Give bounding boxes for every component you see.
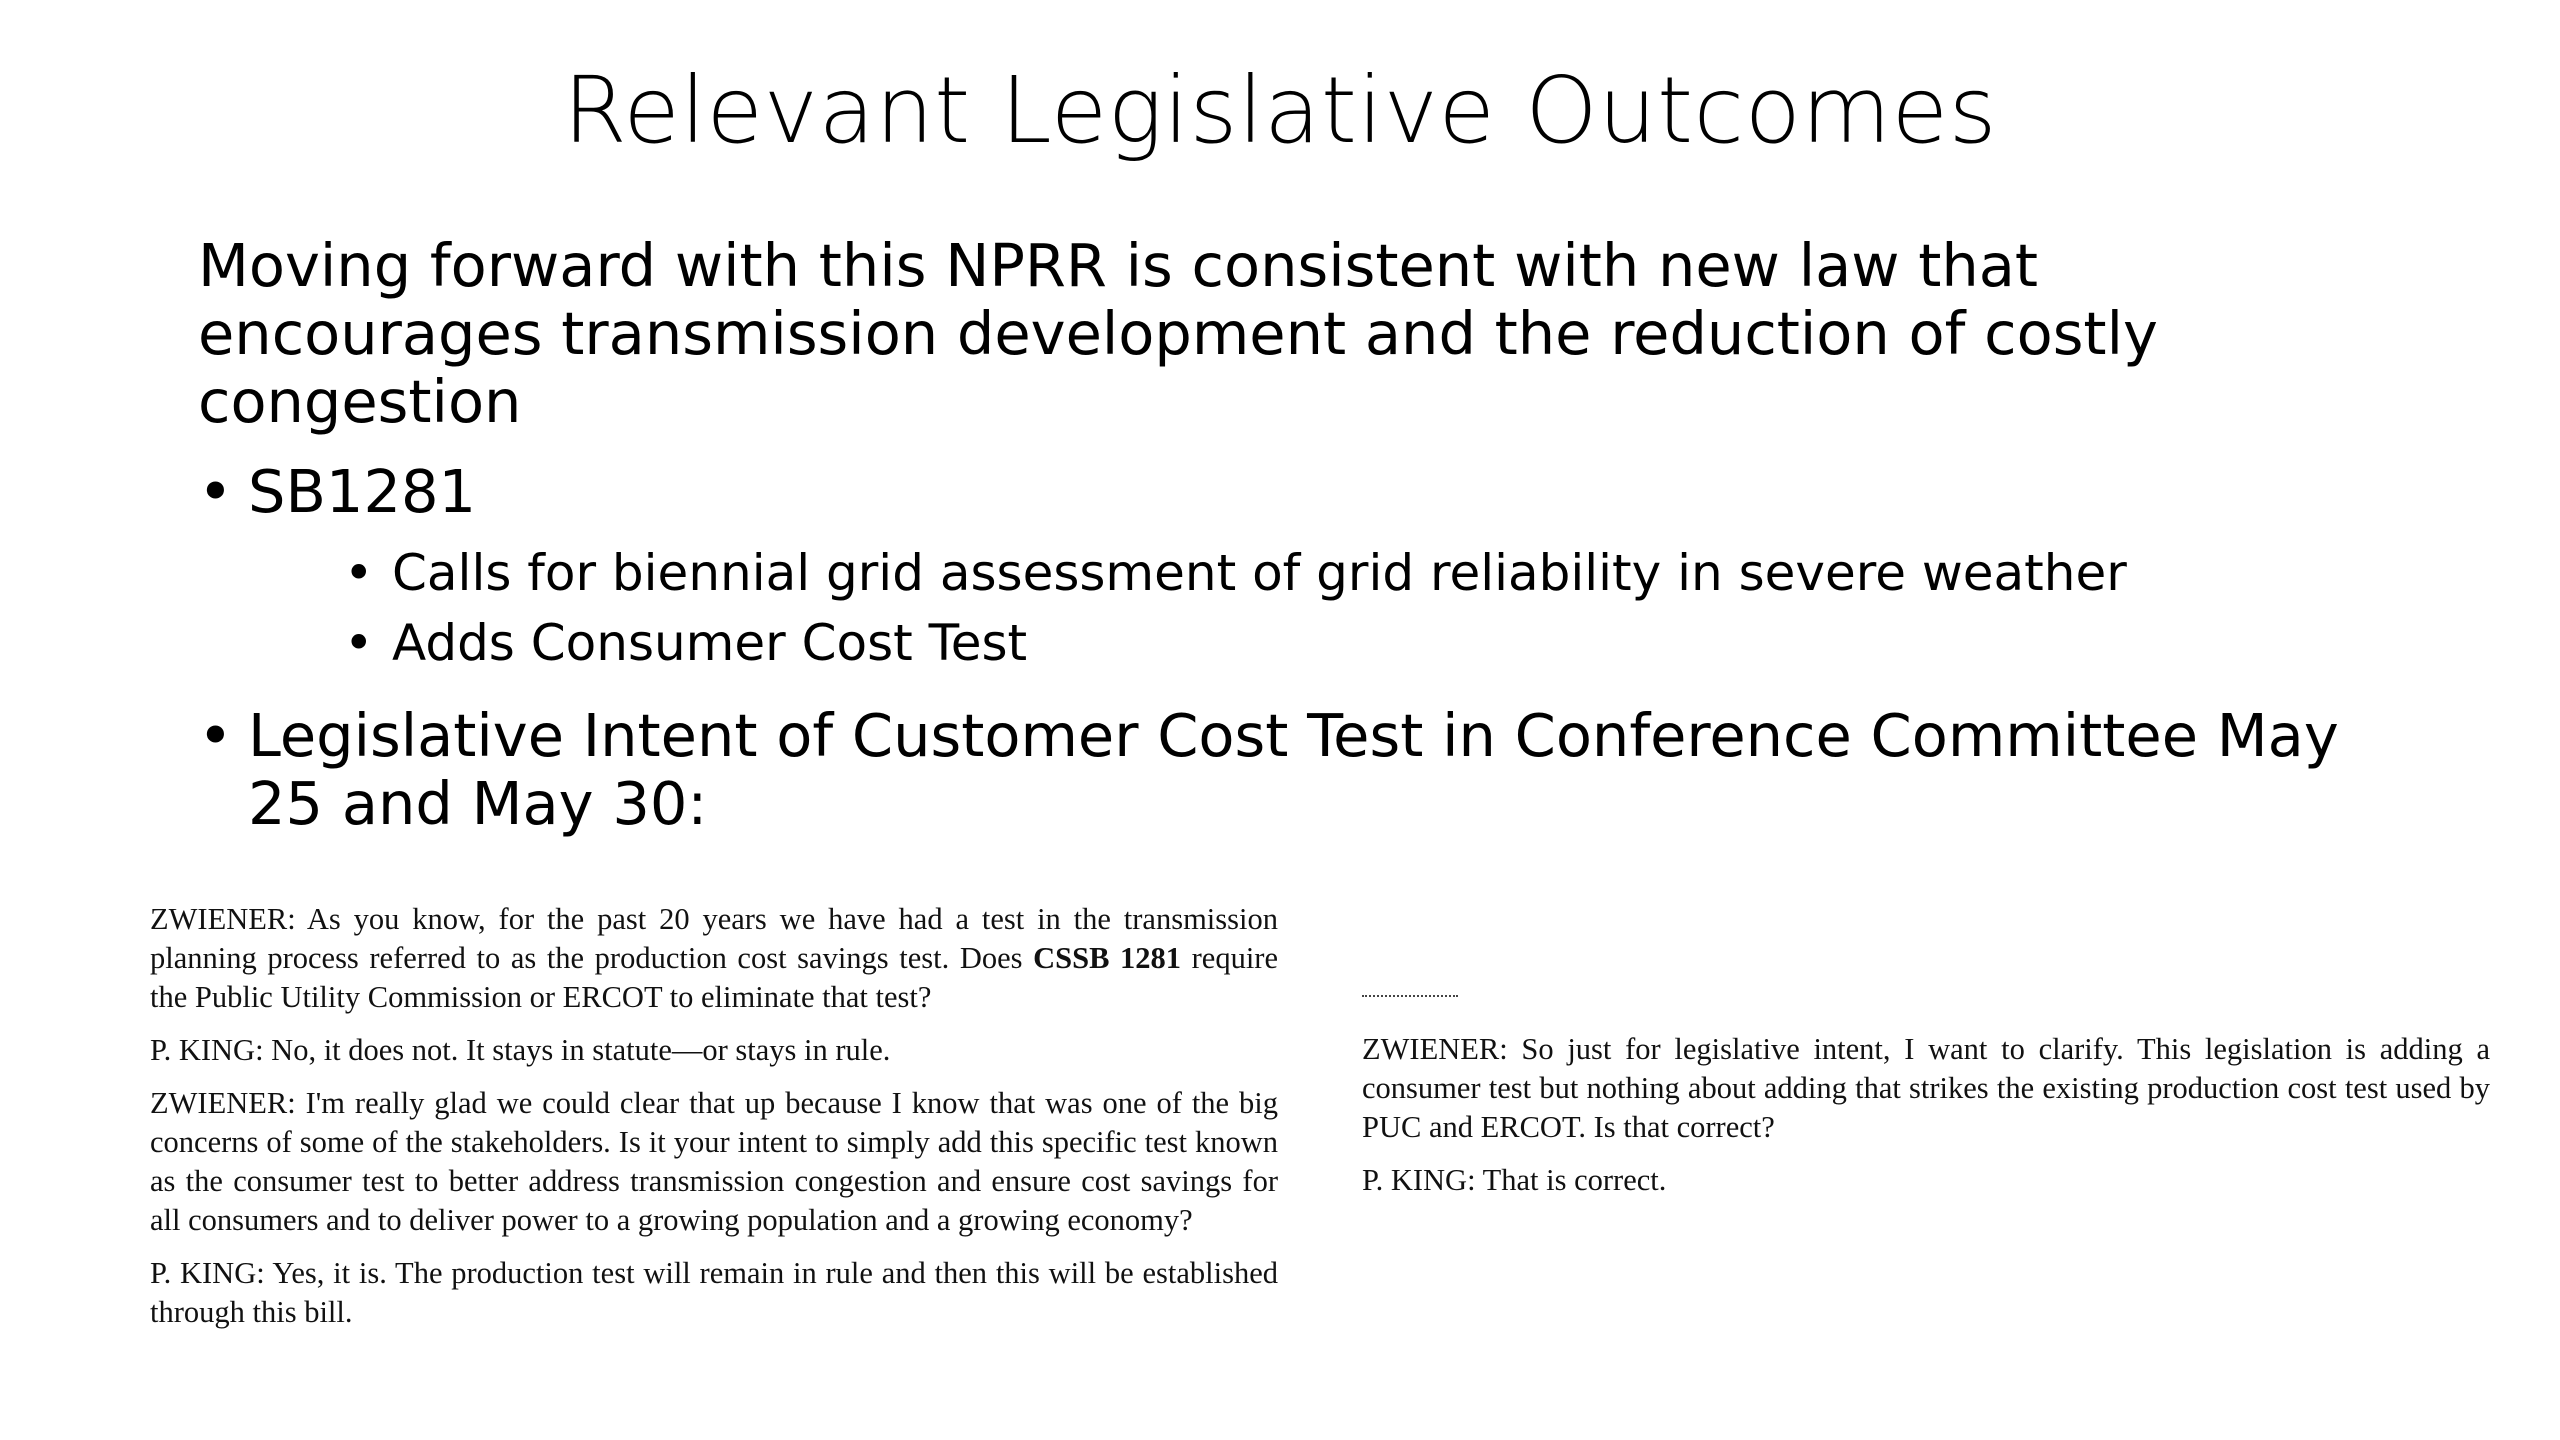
slide-body bbox=[198, 232, 2398, 838]
sub-bullet-item bbox=[344, 538, 2398, 608]
transcript-excerpt-right bbox=[1362, 1030, 2490, 1214]
transcript-paragraph: ZWIENER: I'm really glad we could clear that up because I know that was one of the big concerns of some of the stakeholders. Is it your intent to simply add this specific test known as the consumer test to better address transmission congestion and ensure cost savings for all consumers and to deliver power to a growing population and a growing economy? bbox=[150, 1086, 1278, 1237]
cropped-text-remnant bbox=[1362, 995, 1458, 1003]
transcript-paragraph: ZWIENER: So just for legislative intent, I want to clarify. This legislation is adding a consumer test but nothing about adding that strikes the existing production cost test used by PUC and ERCOT. Is that correct? bbox=[1362, 1032, 2490, 1144]
transcript-paragraph bbox=[150, 900, 1278, 1017]
bullet-text: SB1281 bbox=[248, 457, 477, 526]
bullet-item-sb1281 bbox=[198, 458, 2398, 678]
bullet-list bbox=[198, 458, 2398, 838]
sub-bullet-text: Calls for biennial grid assessment of grid reliability in severe weather bbox=[392, 544, 2127, 602]
sub-bullet-text: Adds Consumer Cost Test bbox=[392, 614, 1028, 672]
bullet-icon: • bbox=[198, 457, 233, 526]
transcript-text: require the Public Utility Commission or ERCOT to eliminate that test? bbox=[150, 941, 1278, 1014]
intro-paragraph: Moving forward with this NPRR is consistent with new law that encourages transmission development and the reduction of costly congestion bbox=[198, 231, 2158, 436]
transcript-excerpt-left bbox=[150, 900, 1278, 1346]
bullet-text: Legislative Intent of Customer Cost Test in Conference Committee May 25 and May 30: bbox=[248, 701, 2339, 838]
bullet-icon: • bbox=[344, 614, 374, 672]
bill-reference: CSSB 1281 bbox=[1033, 941, 1182, 975]
slide-title: Relevant Legislative Outcomes bbox=[562, 57, 1998, 164]
transcript-paragraph: P. KING: Yes, it is. The production test will remain in rule and then this will be established through this bill. bbox=[150, 1256, 1278, 1329]
bullet-icon: • bbox=[198, 701, 233, 770]
bullet-item-legislative-intent bbox=[198, 702, 2398, 838]
sub-bullet-item bbox=[344, 608, 2398, 678]
sub-bullet-list bbox=[248, 538, 2398, 678]
transcript-text: ZWIENER: As you know, for the past 20 years we have had a test in the transmission planning process referred to as the production cost savings test. Does bbox=[150, 902, 1278, 975]
bullet-icon: • bbox=[344, 544, 374, 602]
transcript-paragraph: P. KING: That is correct. bbox=[1362, 1163, 1667, 1197]
transcript-paragraph: P. KING: No, it does not. It stays in statute—or stays in rule. bbox=[150, 1033, 891, 1067]
